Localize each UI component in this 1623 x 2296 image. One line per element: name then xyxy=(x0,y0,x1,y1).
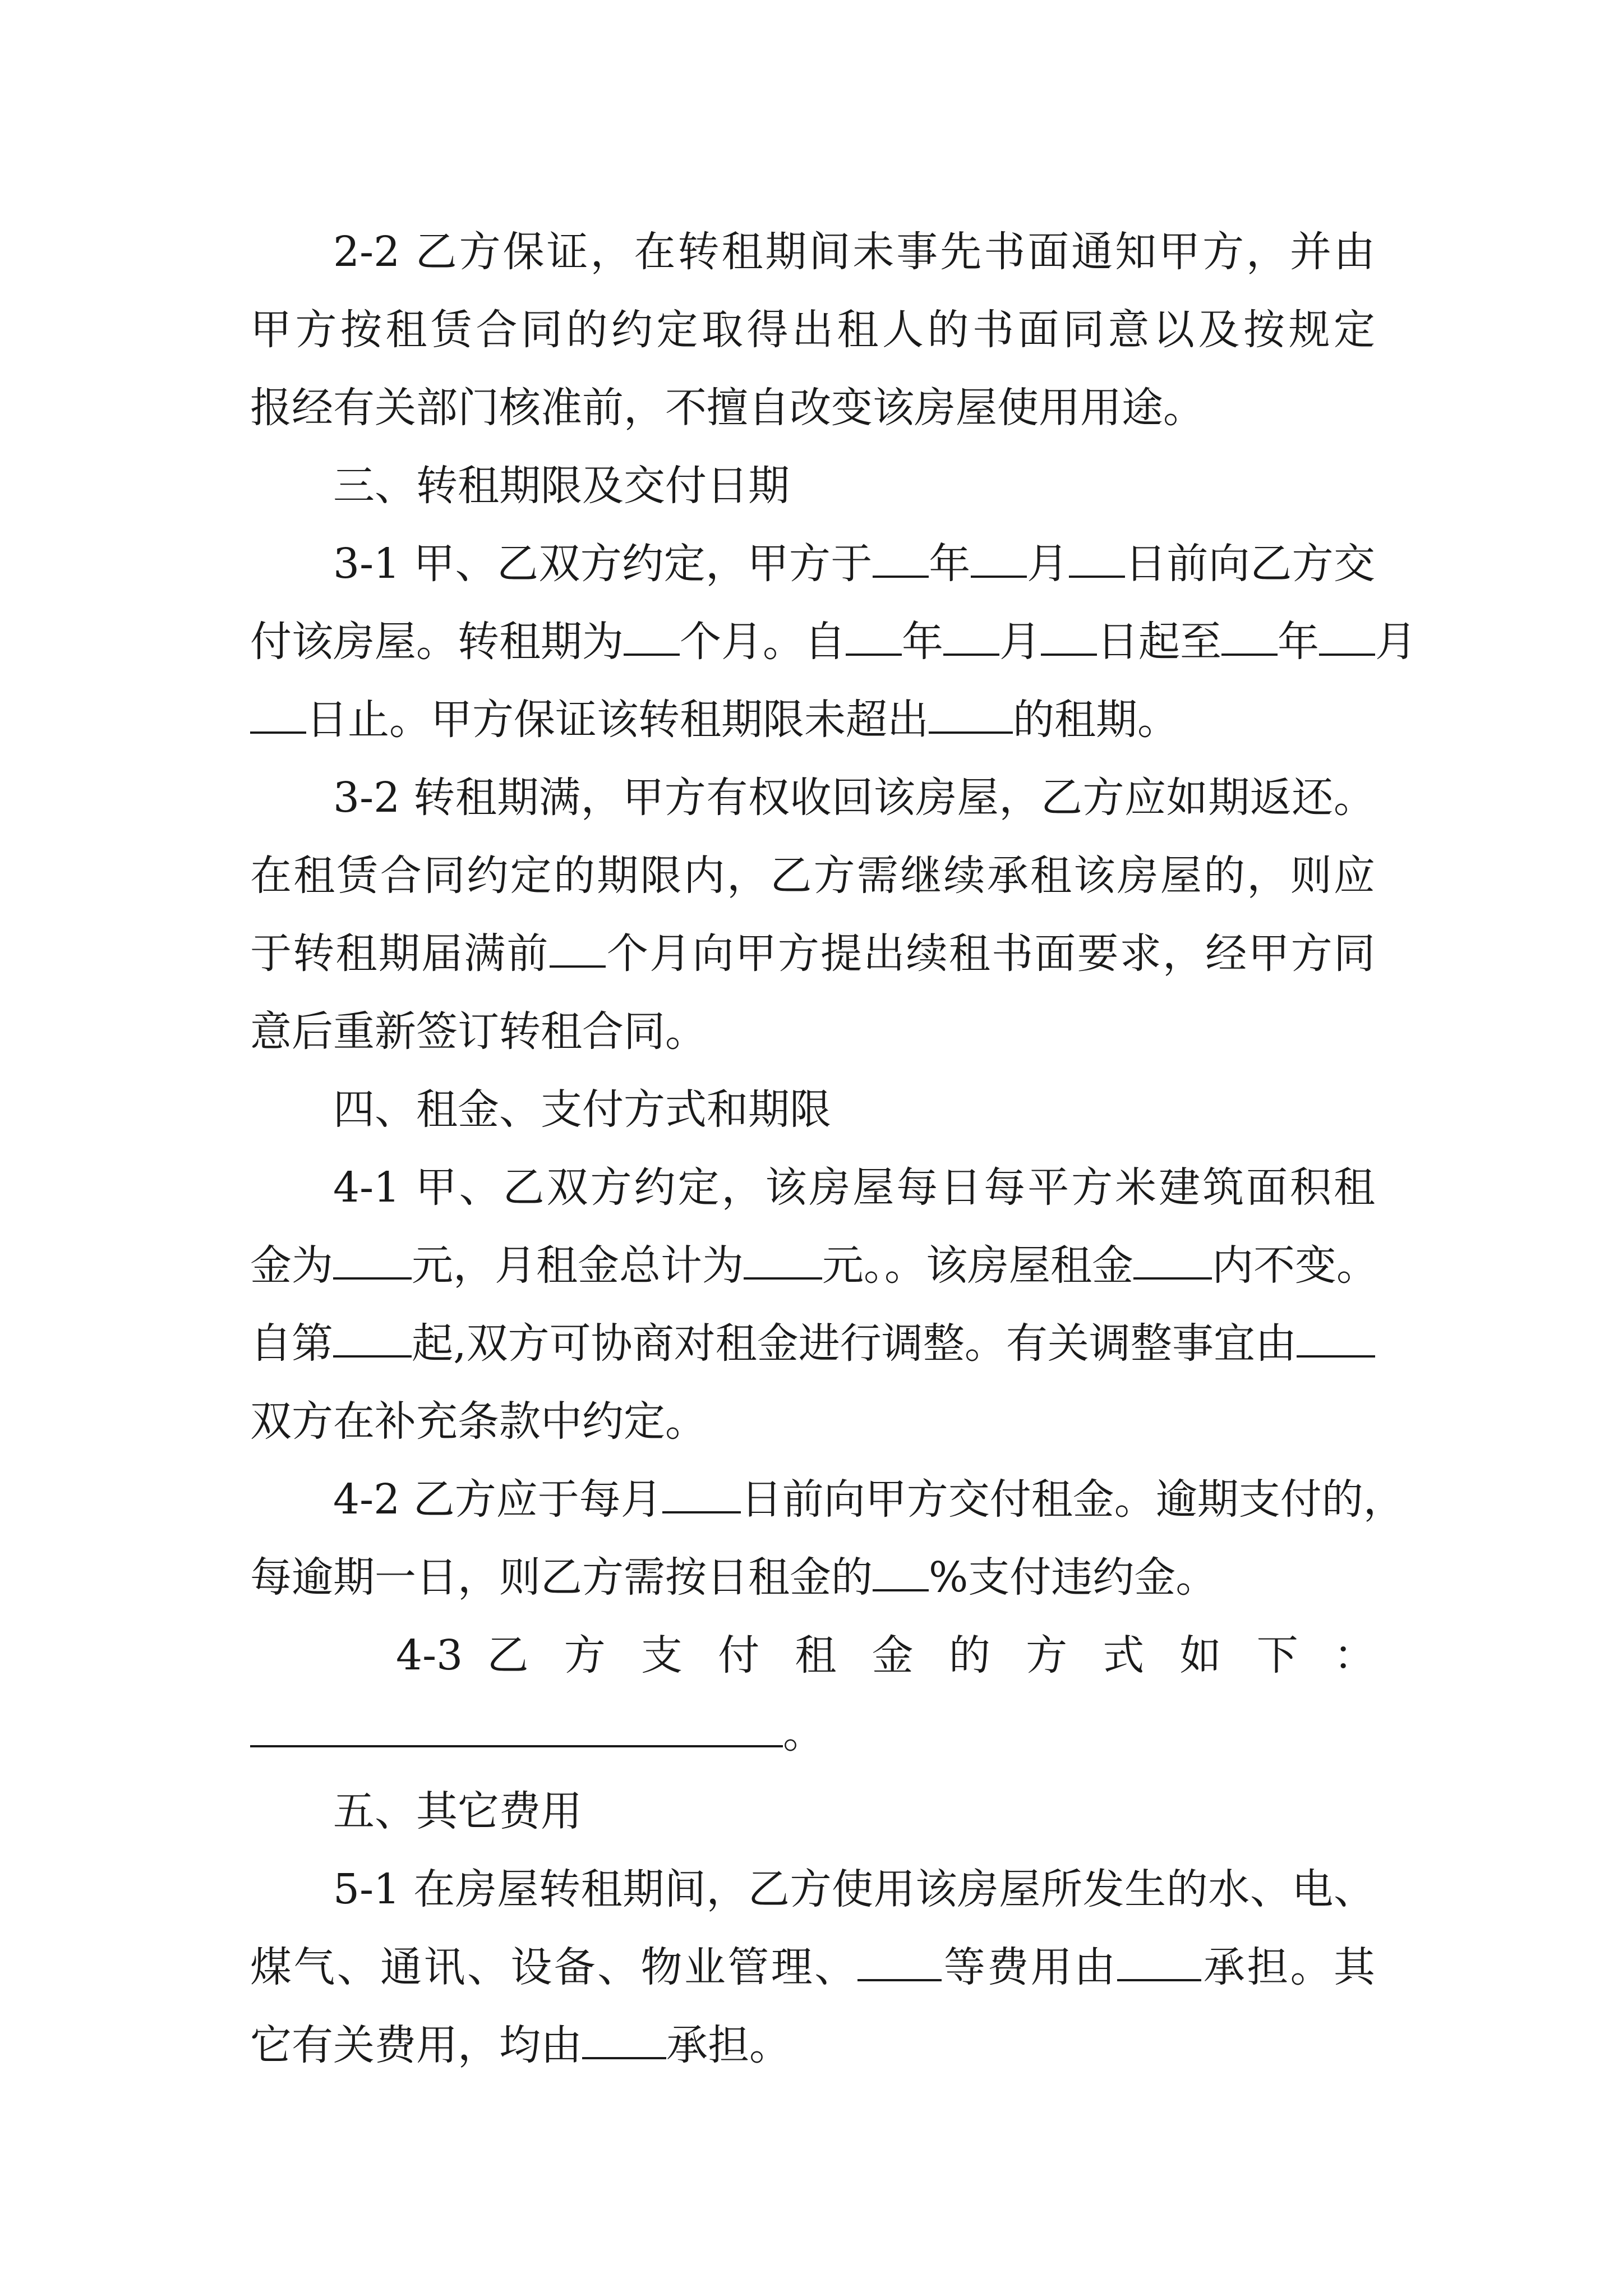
contract-page xyxy=(250,213,1417,2085)
blank-field xyxy=(1069,539,1125,578)
blank-field xyxy=(857,1942,942,1981)
blank-field xyxy=(662,1474,741,1513)
blank-field xyxy=(624,616,680,656)
clause-4-3-line-2: 。 xyxy=(250,1695,1375,1773)
clause-3-2-line-1: 3-2 转租期满，甲方有权收回该房屋，乙方应如期返还。 xyxy=(333,774,1375,822)
blank-field xyxy=(1117,1942,1201,1981)
section-5-heading: 五、其它费用 xyxy=(333,1787,582,1835)
clause-3-1-line-1: 3-1 甲、乙双方约定，甲方于 年 月 日前向乙方交 xyxy=(333,540,1376,588)
clause-4-1-line-2: 金为 元，月租金总计为 元。。该房屋租金 内不变。 xyxy=(250,1241,1378,1290)
section-4-heading: 四、租金、支付方式和期限 xyxy=(333,1085,831,1134)
blank-field xyxy=(1041,616,1097,656)
blank-field xyxy=(873,1552,929,1591)
clause-4-1-line-3: 自第 起,双方可协商对租金进行调整。有关调整事宜由 xyxy=(250,1305,1375,1383)
clause-4-2-line-2: 每逾期一日，则乙方需按日租金的 %支付违约金。 xyxy=(250,1553,1218,1602)
blank-field xyxy=(1133,1240,1212,1280)
clause-5-1-line-2: 煤气、通讯、设备、物业管理、 等费用由 承担。其 xyxy=(250,1943,1376,1991)
blank-field xyxy=(1297,1318,1375,1358)
clause-2-2-line-3: 报经有关部门核准前，不擅自改变该房屋使用用途。 xyxy=(250,384,1205,432)
clause-3-2-line-4: 意后重新签订转租合同。 xyxy=(250,1007,707,1056)
clause-4-3-line-1: 4-3 乙 方 支 付 租 金 的 方 式 如 下 ： xyxy=(396,1631,1375,1680)
blank-field xyxy=(582,2020,666,2059)
blank-field xyxy=(971,539,1027,578)
blank-field xyxy=(943,616,999,656)
clause-2-2-line-1: 2-2 乙方保证，在转租期间未事先书面通知甲方，并由 xyxy=(333,228,1375,276)
blank-field xyxy=(333,1240,412,1280)
blank-field xyxy=(250,694,306,734)
blank-field xyxy=(333,1318,412,1358)
blank-field xyxy=(846,616,902,656)
clause-5-1-line-3: 它有关费用，均由 承担。 xyxy=(250,2021,791,2069)
clause-3-1-line-2: 付该房屋。转租期为 个月。自 年 月 日起至 年 月 xyxy=(250,618,1417,666)
clause-3-1-line-3: 日止。甲方保证该转租期限未超出 的租期。 xyxy=(250,681,1375,759)
blank-field xyxy=(550,928,606,968)
clause-4-1-line-4: 双方在补充条款中约定。 xyxy=(250,1397,707,1446)
blank-field xyxy=(250,1708,783,1747)
blank-field xyxy=(929,694,1013,734)
clause-5-1-line-1: 5-1 在房屋转租期间，乙方使用该房屋所发生的水、电、 xyxy=(333,1865,1375,1913)
section-3-heading: 三、转租期限及交付日期 xyxy=(333,462,790,510)
clause-3-2-line-3: 于转租期届满前 个月向甲方提出续租书面要求，经甲方同 xyxy=(250,930,1376,978)
blank-field xyxy=(873,539,929,578)
blank-field xyxy=(744,1240,822,1280)
clause-2-2-line-2: 甲方按租赁合同的约定取得出租人的书面同意以及按规定 xyxy=(250,306,1375,354)
blank-field xyxy=(1319,616,1375,656)
clause-4-2-line-1: 4-2 乙方应于每月 日前向甲方交付租金。逾期支付的， xyxy=(333,1475,1405,1524)
clause-3-2-line-2: 在租赁合同约定的期限内，乙方需继续承租该房屋的，则应 xyxy=(250,852,1375,900)
blank-field xyxy=(1221,616,1278,656)
clause-4-1-line-1: 4-1 甲、乙双方约定，该房屋每日每平方米建筑面积租 xyxy=(333,1163,1375,1212)
